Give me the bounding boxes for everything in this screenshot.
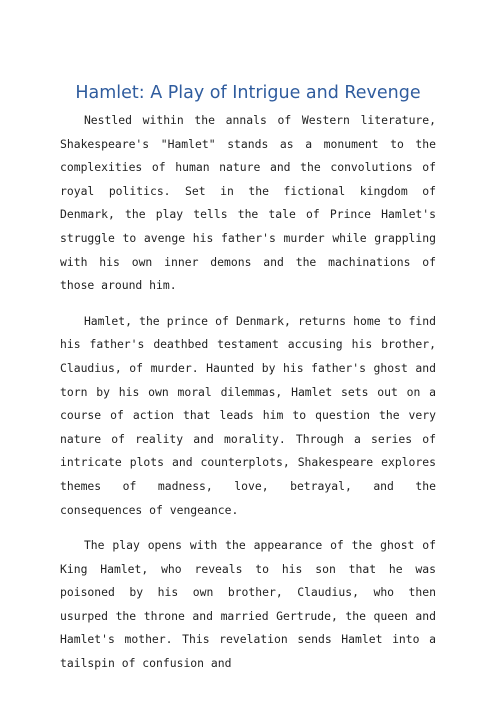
paragraph-2: Hamlet, the prince of Denmark, returns home to find his father's deathbed testament accusing his brother, Claudius, of murder. Haunted by his father's ghost and torn by his own moral dilemmas, Hamlet sets out on a course of action that leads him to question the very nature of reality and morality. Through a series of intricate plots and counterplots, Shakespeare explores themes of madness, love, betrayal, and the consequences of vengeance. (60, 313, 436, 517)
document-body (60, 109, 436, 688)
paragraph-3: The play opens with the appearance of the ghost of King Hamlet, who reveals to his son that he was poisoned by his own brother, Claudius, who then usurped the throne and married Gertrude, the queen and Hamlet's mother. This revelation sends Hamlet into a tailspin of confusion and (60, 538, 436, 671)
paragraph-1: Nestled within the annals of Western literature, Shakespeare's "Hamlet" stands as a monument to the complexities of human nature and the convolutions of royal politics. Set in the fictional kingdom of Denmark, the play tells the tale of Prince Hamlet's struggle to avenge his father's murder while grappling with his own inner demons and the machinations of those around him. (60, 113, 436, 293)
document-title: Hamlet: A Play of Intrigue and Revenge (75, 83, 421, 103)
